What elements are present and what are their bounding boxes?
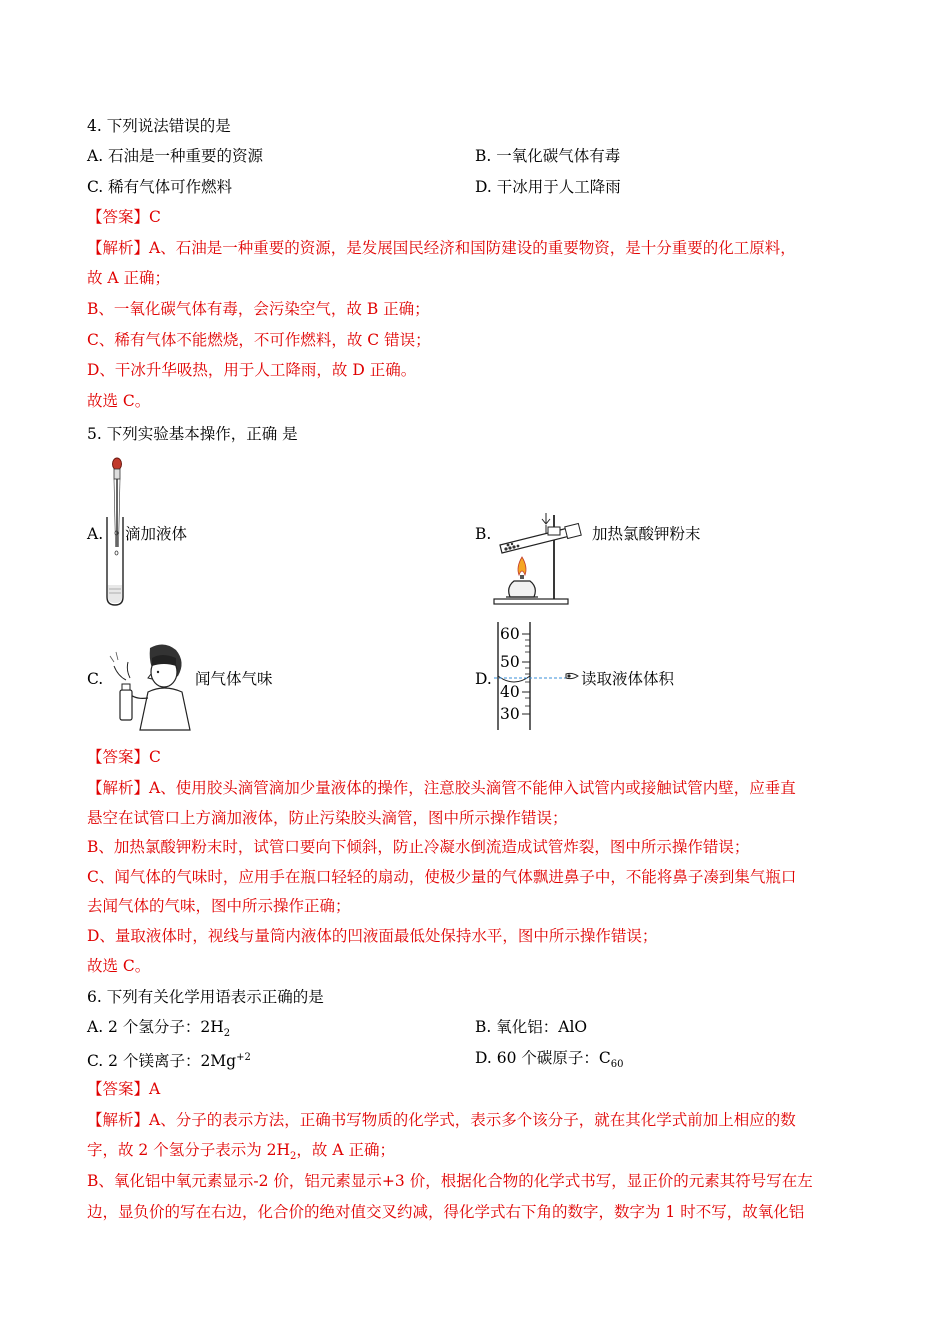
q5-stem: 5. 下列实验基本操作，正确 是 xyxy=(87,425,298,443)
q5-analysis-line: 故选 C。 xyxy=(87,957,151,975)
cylinder-tick-label: 40 xyxy=(500,683,520,701)
q6-option-d: D. 60 个碳原子：$C_{60}$ xyxy=(475,1049,624,1071)
q4-analysis-line: 故选 C。 xyxy=(87,392,151,410)
q5-analysis-line: D、量取液体时，视线与量筒内液体的凹液面最低处保持水平，图中所示操作错误； xyxy=(87,927,658,945)
q6-option-b: B. 氧化铝：AlO xyxy=(475,1018,588,1036)
q6-analysis-line: 【解析】A、分子的表示方法，正确书写物质的化学式，表示多个该分子，就在其化学式前加上相应的数 xyxy=(87,1111,796,1129)
q4-stem: 4. 下列说法错误的是 xyxy=(87,117,231,135)
q6-analysis-line: 边，显负价的写在右边，化合价的绝对值交叉约减，得化学式右下角的数字，数字为 1 时不写，故氧化铝 xyxy=(87,1203,805,1221)
q6-analysis-line: 字，故 2 个氢分子表示为 $2H_2$，故 A 正确； xyxy=(87,1141,395,1163)
heating-apparatus-figure xyxy=(492,505,592,607)
cylinder-tick-label: 30 xyxy=(500,705,520,723)
q5-analysis-line: C、闻气体的气味时，应用手在瓶口轻轻的扇动，使极少量的气体飘进鼻子中，不能将鼻子凑到集气瓶口 xyxy=(87,868,797,886)
q4-option-c: C. 稀有气体可作燃料 xyxy=(87,178,233,196)
q5-analysis-line: B、加热氯酸钾粉末时，试管口要向下倾斜，防止冷凝水倒流造成试管炸裂，图中所示操作错误； xyxy=(87,838,750,856)
q6-stem: 6. 下列有关化学用语表示正确的是 xyxy=(87,988,324,1006)
q5-answer: 【答案】C xyxy=(87,748,161,766)
q4-analysis-line: D、干冰升华吸热，用于人工降雨，故 D 正确。 xyxy=(87,361,417,379)
q5-option-a-text: 滴加液体 xyxy=(125,525,188,543)
q4-analysis-line: 【解析】A、石油是一种重要的资源，是发展国民经济和国防建设的重要物资，是十分重要的化工原料， xyxy=(87,239,796,257)
cylinder-tick-label: 50 xyxy=(500,653,520,671)
q6-option-c: C. 2 个镁离子：$2Mg^{+2}$ xyxy=(87,1052,251,1071)
q4-option-a: A. 石油是一种重要的资源 xyxy=(87,147,264,165)
q4-option-b: B. 一氧化碳气体有毒 xyxy=(475,147,621,165)
q6-analysis-line: B、氧化铝中氧元素显示-2 价，铝元素显示+3 价，根据化合物的化学式书写，显正价的元素其符号写在左 xyxy=(87,1172,813,1190)
q5-analysis-line: 【解析】A、使用胶头滴管滴加少量液体的操作，注意胶头滴管不能伸入试管内或接触试管内壁，应垂直 xyxy=(87,779,796,797)
q5-option-d-text: 读取液体体积 xyxy=(581,670,675,688)
q5-analysis-line: 去闻气体的气味，图中所示操作正确； xyxy=(87,897,351,915)
q4-analysis-line: C、稀有气体不能燃烧，不可作燃料，故 C 错误； xyxy=(87,331,431,349)
q4-option-d: D. 干冰用于人工降雨 xyxy=(475,178,621,196)
q5-analysis-line: 悬空在试管口上方滴加液体，防止污染胶头滴管，图中所示操作错误； xyxy=(87,809,568,827)
smelling-gas-figure xyxy=(104,640,196,732)
q5-option-b-text: 加热氯酸钾粉末 xyxy=(592,525,701,543)
q5-option-b-label: B. xyxy=(475,525,492,543)
q5-option-c-text: 闻气体气味 xyxy=(195,670,273,688)
q6-option-a: A. 2 个氢分子：$2H_2$ xyxy=(87,1018,231,1040)
q4-answer: 【答案】C xyxy=(87,208,161,226)
q4-analysis-line: 故 A 正确； xyxy=(87,269,171,287)
q4-analysis-line: B、一氧化碳气体有毒，会污染空气，故 B 正确； xyxy=(87,300,430,318)
cylinder-tick-label: 60 xyxy=(500,625,520,643)
q6-answer: 【答案】A xyxy=(87,1080,161,1098)
q5-option-c-label: C. xyxy=(87,670,104,688)
q5-option-a-label: A. xyxy=(87,525,104,543)
q5-option-d-label: D. xyxy=(475,670,492,688)
